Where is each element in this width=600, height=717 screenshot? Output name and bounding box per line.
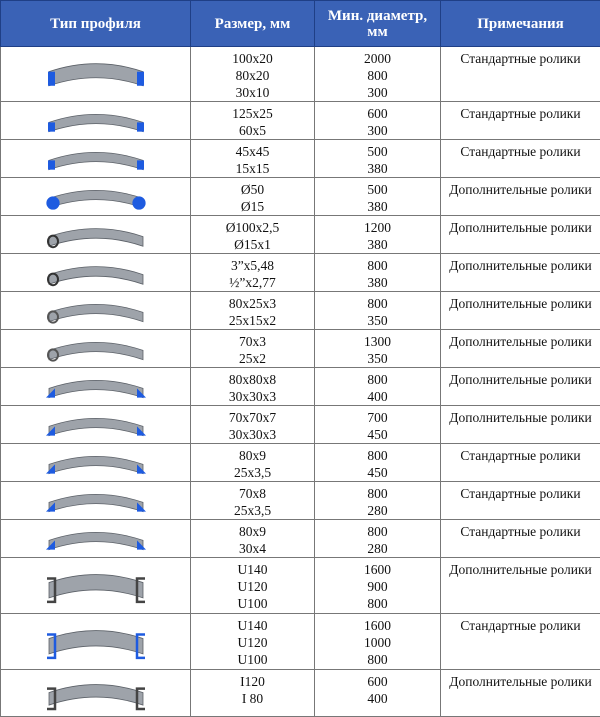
size-cell-value: 25x3,5 (191, 502, 314, 519)
rect-tube-profile-icon (41, 296, 151, 325)
table-row (1, 102, 600, 140)
channel-out-profile-icon (41, 562, 151, 610)
size-cell (191, 330, 315, 368)
diameter-cell-value: 380 (315, 198, 440, 215)
size-cell (191, 102, 315, 140)
size-cell (191, 47, 315, 102)
note-text: Дополнительные ролики (441, 330, 600, 350)
note-text: Дополнительные ролики (441, 406, 600, 426)
size-cell (191, 444, 315, 482)
size-cell (191, 368, 315, 406)
table-row (1, 520, 600, 558)
diameter-cell-value: 450 (315, 464, 440, 481)
note-text: Стандартные ролики (441, 520, 600, 540)
diameter-cell-value: 300 (315, 84, 440, 101)
pipe-profile-icon (41, 258, 151, 288)
note-cell (441, 216, 600, 254)
profile-cell (1, 47, 191, 102)
diameter-cell-value: 800 (315, 371, 440, 388)
size-cell (191, 520, 315, 558)
table-row (1, 330, 600, 368)
flat-strip-profile-icon (41, 52, 151, 96)
size-cell-value: 80x80x8 (191, 371, 314, 388)
diameter-cell-value: 350 (315, 312, 440, 329)
note-text: Стандартные ролики (441, 140, 600, 160)
diameter-cell-value: 800 (315, 295, 440, 312)
diameter-cell (315, 558, 441, 614)
diameter-cell-value: 380 (315, 236, 440, 253)
tee-out-profile-icon (41, 448, 151, 477)
note-text: Стандартные ролики (441, 444, 600, 464)
diameter-cell-value: 700 (315, 409, 440, 426)
diameter-cell (315, 368, 441, 406)
profile-cell (1, 558, 191, 614)
size-cell-value: Ø15 (191, 198, 314, 215)
diameter-cell-value: 280 (315, 502, 440, 519)
diameter-cell (315, 330, 441, 368)
diameter-cell-value: 800 (315, 523, 440, 540)
table-row (1, 670, 600, 717)
profile-cell (1, 444, 191, 482)
diameter-cell (315, 482, 441, 520)
profile-cell (1, 216, 191, 254)
diameter-cell (315, 444, 441, 482)
tee-web-profile-icon (41, 524, 151, 553)
note-cell (441, 520, 600, 558)
profile-cell (1, 102, 191, 140)
diameter-cell-value: 500 (315, 181, 440, 198)
size-cell (191, 216, 315, 254)
note-text: Дополнительные ролики (441, 254, 600, 274)
header-min-diameter: Мин. диаметр, мм (315, 1, 441, 47)
diameter-cell-value: 1000 (315, 634, 440, 651)
size-cell-value: 80x25x3 (191, 295, 314, 312)
diameter-cell-value: 300 (315, 122, 440, 139)
size-cell-value: 30x10 (191, 84, 314, 101)
angle-in-profile-icon (41, 410, 151, 439)
size-cell (191, 406, 315, 444)
note-text: Дополнительные ролики (441, 558, 600, 578)
size-cell (191, 482, 315, 520)
size-cell-value: I 80 (191, 690, 314, 707)
size-cell-value: U120 (191, 634, 314, 651)
size-cell-value: 70x8 (191, 485, 314, 502)
note-text: Дополнительные ролики (441, 670, 600, 690)
header-notes: Примечания (441, 1, 600, 47)
size-cell-value: U100 (191, 595, 314, 612)
diameter-cell-value: 1200 (315, 219, 440, 236)
note-text: Стандартные ролики (441, 614, 600, 634)
diameter-cell (315, 47, 441, 102)
note-text: Стандартные ролики (441, 482, 600, 502)
size-cell (191, 292, 315, 330)
note-cell (441, 254, 600, 292)
size-cell (191, 178, 315, 216)
size-cell-value: 45x45 (191, 143, 314, 160)
profile-cell (1, 178, 191, 216)
square-tube-profile-icon (41, 334, 151, 363)
diameter-cell-value: 380 (315, 160, 440, 177)
profile-cell (1, 140, 191, 178)
square-bar-profile-icon (41, 144, 151, 173)
note-cell (441, 140, 600, 178)
size-cell-value: 30x30x3 (191, 388, 314, 405)
i-beam-profile-icon (41, 674, 151, 713)
table-row (1, 368, 600, 406)
note-cell (441, 330, 600, 368)
diameter-cell (315, 406, 441, 444)
note-text: Стандартные ролики (441, 102, 600, 122)
profile-cell (1, 330, 191, 368)
size-cell-value: 70x70x7 (191, 409, 314, 426)
note-cell (441, 558, 600, 614)
profile-cell (1, 292, 191, 330)
diameter-cell (315, 614, 441, 670)
note-text: Дополнительные ролики (441, 368, 600, 388)
note-cell (441, 47, 600, 102)
note-text: Дополнительные ролики (441, 178, 600, 198)
size-cell (191, 670, 315, 717)
table-body (1, 47, 600, 717)
diameter-cell-value: 450 (315, 426, 440, 443)
diameter-cell-value: 2000 (315, 50, 440, 67)
diameter-cell-value: 400 (315, 690, 440, 707)
note-cell (441, 614, 600, 670)
diameter-cell-value: 800 (315, 257, 440, 274)
diameter-cell-value: 1600 (315, 561, 440, 578)
profile-cell (1, 254, 191, 292)
diameter-cell (315, 254, 441, 292)
table-row (1, 178, 600, 216)
size-cell-value: 3”x5,48 (191, 257, 314, 274)
size-cell (191, 558, 315, 614)
size-cell-value: 30x4 (191, 540, 314, 557)
diameter-cell (315, 140, 441, 178)
size-cell-value: 30x30x3 (191, 426, 314, 443)
diameter-cell-value: 800 (315, 485, 440, 502)
diameter-cell-value: 500 (315, 143, 440, 160)
header-profile-type: Тип профиля (1, 1, 191, 47)
size-cell-value: Ø100x2,5 (191, 219, 314, 236)
header-size: Размер, мм (191, 1, 315, 47)
diameter-cell (315, 216, 441, 254)
table-row (1, 292, 600, 330)
note-cell (441, 482, 600, 520)
diameter-cell-value: 900 (315, 578, 440, 595)
diameter-cell-value: 600 (315, 105, 440, 122)
note-cell (441, 670, 600, 717)
table-row (1, 140, 600, 178)
table-row (1, 558, 600, 614)
diameter-cell-value: 400 (315, 388, 440, 405)
size-cell-value: 100x20 (191, 50, 314, 67)
table-row (1, 47, 600, 102)
table-row (1, 406, 600, 444)
note-cell (441, 102, 600, 140)
size-cell-value: 80x9 (191, 447, 314, 464)
diameter-cell-value: 280 (315, 540, 440, 557)
size-cell-value: Ø15x1 (191, 236, 314, 253)
size-cell-value: 80x9 (191, 523, 314, 540)
note-cell (441, 178, 600, 216)
size-cell-value: 25x15x2 (191, 312, 314, 329)
note-cell (441, 292, 600, 330)
size-cell-value: 80x20 (191, 67, 314, 84)
profile-cell (1, 482, 191, 520)
diameter-cell-value: 380 (315, 274, 440, 291)
size-cell-value: I120 (191, 673, 314, 690)
diameter-cell (315, 292, 441, 330)
profile-cell (1, 520, 191, 558)
table-row (1, 254, 600, 292)
note-cell (441, 406, 600, 444)
size-cell (191, 614, 315, 670)
diameter-cell-value: 600 (315, 673, 440, 690)
diameter-cell-value: 350 (315, 350, 440, 367)
size-cell-value: 125x25 (191, 105, 314, 122)
table-row (1, 482, 600, 520)
diameter-cell (315, 520, 441, 558)
diameter-cell-value: 800 (315, 651, 440, 668)
tee-in-profile-icon (41, 486, 151, 515)
table-row (1, 444, 600, 482)
note-text: Стандартные ролики (441, 47, 600, 67)
profile-cell (1, 368, 191, 406)
size-cell-value: U140 (191, 561, 314, 578)
note-text: Дополнительные ролики (441, 216, 600, 236)
diameter-cell (315, 178, 441, 216)
size-cell-value: 70x3 (191, 333, 314, 350)
size-cell-value: U120 (191, 578, 314, 595)
size-cell-value: U140 (191, 617, 314, 634)
diameter-cell (315, 670, 441, 717)
table-row (1, 614, 600, 670)
size-cell-value: U100 (191, 651, 314, 668)
note-cell (441, 368, 600, 406)
diameter-cell-value: 800 (315, 67, 440, 84)
size-cell-value: Ø50 (191, 181, 314, 198)
size-cell-value: 25x2 (191, 350, 314, 367)
size-cell-value: ½”x2,77 (191, 274, 314, 291)
size-cell (191, 140, 315, 178)
angle-out-profile-icon (41, 372, 151, 401)
channel-in-profile-icon (41, 618, 151, 666)
round-bar-profile-icon (41, 182, 151, 211)
size-cell-value: 25x3,5 (191, 464, 314, 481)
note-cell (441, 444, 600, 482)
profile-cell (1, 614, 191, 670)
size-cell (191, 254, 315, 292)
size-cell-value: 15x15 (191, 160, 314, 177)
diameter-cell-value: 1600 (315, 617, 440, 634)
size-cell-value: 60x5 (191, 122, 314, 139)
table-row (1, 216, 600, 254)
diameter-cell-value: 800 (315, 447, 440, 464)
diameter-cell-value: 800 (315, 595, 440, 612)
diameter-cell (315, 102, 441, 140)
header-row (1, 1, 600, 47)
flat-strip-edge-profile-icon (41, 106, 151, 135)
profile-cell (1, 670, 191, 717)
profile-cell (1, 406, 191, 444)
note-text: Дополнительные ролики (441, 292, 600, 312)
diameter-cell-value: 1300 (315, 333, 440, 350)
round-tube-profile-icon (41, 220, 151, 250)
